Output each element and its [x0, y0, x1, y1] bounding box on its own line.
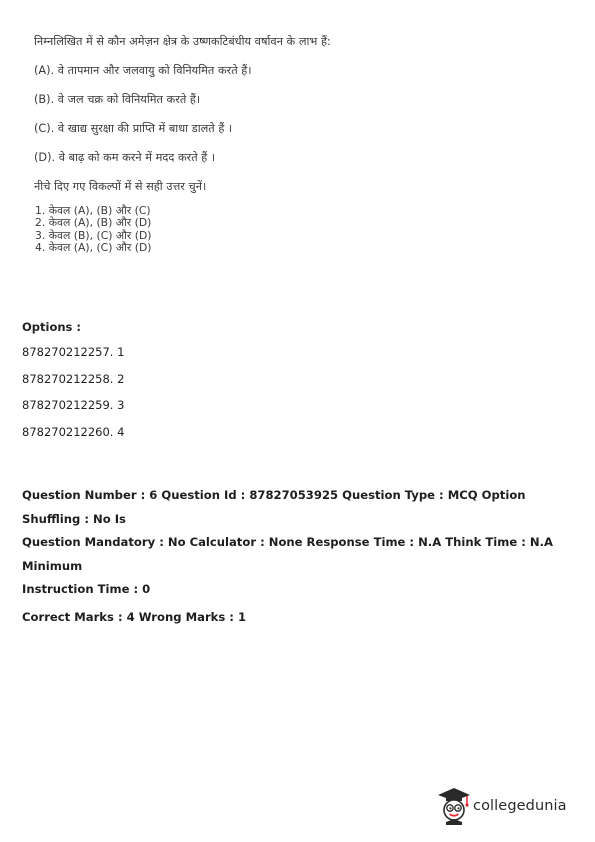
meta-line-2: Question Mandatory : No Calculator : None Response Time : N.A Think Time : N.A Minimum: [22, 535, 553, 573]
option-item-3: 878270212259. 3: [22, 398, 125, 412]
options-heading: Options :: [22, 320, 81, 334]
logo-brand-text: collegedunia: [473, 798, 567, 814]
statement-c: (C). वे खाद्य सुरक्षा की प्राप्ति में बाधा डालते हैं ।: [34, 122, 233, 135]
choice-3: 3. केवल (B), (C) और (D): [35, 228, 152, 242]
statement-b: (B). वे जल चक्र को विनियमित करते हैं।: [34, 93, 201, 106]
choice-2: 2. केवल (A), (B) और (D): [35, 216, 152, 230]
collegedunia-logo: [436, 786, 567, 826]
options-section: [22, 320, 582, 451]
option-item-1: 878270212257. 1: [22, 345, 125, 359]
meta-line-3: Instruction Time : 0: [22, 582, 151, 596]
graduate-mascot-icon: [436, 786, 472, 826]
choice-1: 1. केवल (A), (B) और (C): [35, 204, 151, 217]
question-stem: निम्नलिखित में से कौन अमेज़न क्षेत्र के उष्णकटिबंधीय वर्षावन के लाभ हैं:: [34, 35, 331, 48]
statement-d: (D). वे बाढ़ को कम करने में मदद करते हैं ।: [34, 151, 216, 164]
question-body: [34, 34, 574, 255]
marks-line: Correct Marks : 4 Wrong Marks : 1: [22, 609, 247, 624]
choice-list: [34, 205, 574, 255]
statement-a: (A). वे तापमान और जलवायु को विनियमित करते हैं।: [34, 64, 252, 77]
option-item-4: 878270212260. 4: [22, 424, 125, 439]
question-instruction: नीचे दिए गए विकल्पों में से सही उत्तर चुनें।: [34, 180, 207, 193]
choice-4: 4. केवल (A), (C) और (D): [35, 241, 152, 255]
option-item-2: 878270212258. 2: [22, 371, 125, 386]
question-metadata: [22, 484, 582, 629]
meta-line-1: Question Number : 6 Question Id : 87827053925 Question Type : MCQ Option Shuffling : No Is: [22, 488, 526, 526]
